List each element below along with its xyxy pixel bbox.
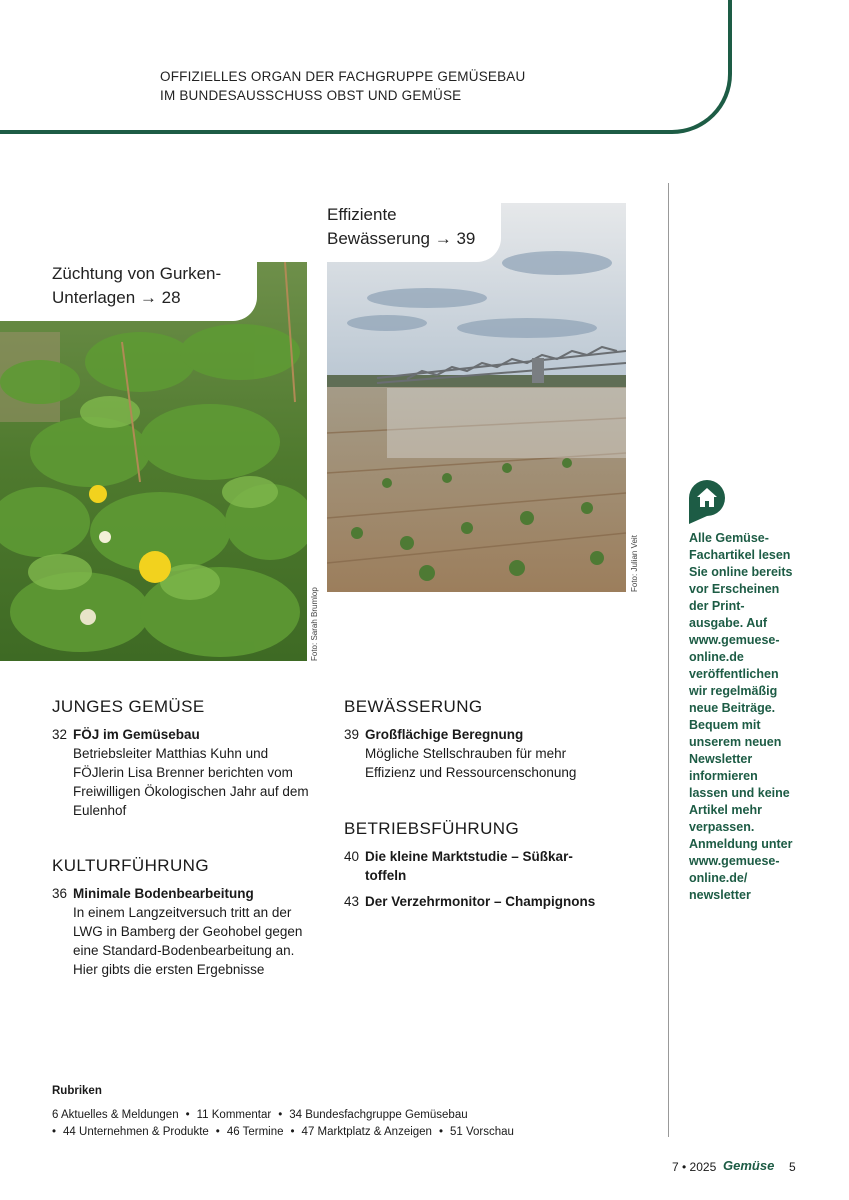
toc-entry-36[interactable]	[52, 884, 322, 979]
rubrik-item[interactable]: 11 Kommentar	[196, 1109, 272, 1121]
section-title-bewaesserung: BEWÄSSERUNG	[344, 697, 483, 716]
section-title-kulturfuehrung: KULTURFÜHRUNG	[52, 856, 209, 875]
rubrik-item[interactable]: 46 Termine	[226, 1126, 284, 1138]
bullet: •	[278, 1109, 283, 1121]
bullet: •	[52, 1126, 57, 1138]
promo-line: lassen und keine	[689, 786, 790, 800]
promo-line: ausgabe. Auf	[689, 616, 768, 630]
promo-line: Newsletter	[689, 752, 753, 766]
promo-line: Fachartikel lesen	[689, 548, 791, 562]
photo-cucumber-plants	[0, 262, 307, 661]
page-number: 32	[52, 727, 68, 742]
entry-headline: FÖJ im Gemüsebau	[73, 727, 200, 742]
entry-description	[365, 744, 576, 782]
description-line: Eulenhof	[73, 803, 127, 818]
caption-line: Bewässerung → 39	[327, 229, 476, 248]
description-line: Effizienz und Ressourcenschonung	[365, 765, 577, 780]
entry-description	[73, 744, 309, 820]
bullet: •	[185, 1109, 190, 1121]
caption-line: Züchtung von Gurken-	[52, 264, 222, 283]
toc-entry-39[interactable]	[344, 725, 644, 783]
promo-line: Sie online bereits	[689, 565, 793, 579]
promo-line: der Print-	[689, 599, 745, 613]
headline-line: Der Verzehrmonitor – Champignons	[365, 894, 596, 909]
rubriken-title: Rubriken	[52, 1085, 102, 1097]
promo-line: veröffentlichen	[689, 667, 779, 681]
rubriken-line-1	[52, 1109, 468, 1121]
bullet: •	[290, 1126, 295, 1138]
newsletter-link-line[interactable]: online.de/	[689, 871, 748, 885]
description-line: Mögliche Stellschrauben für mehr	[365, 746, 567, 761]
photo-caption-irrigation	[327, 203, 501, 262]
page-number: 43	[344, 894, 360, 909]
toc-entry-32[interactable]	[52, 725, 322, 820]
caption-line: Effiziente	[327, 205, 397, 224]
promo-link-line[interactable]: online.de	[689, 650, 744, 664]
entry-headline: Minimale Bodenbearbeitung	[73, 886, 254, 901]
promo-line: Alle Gemüse-	[689, 531, 769, 545]
photo-credit-cucumber: Foto: Sarah Brumlop	[310, 587, 319, 661]
page-number: 36	[52, 886, 68, 901]
rubrik-item[interactable]: 6 Aktuelles & Meldungen	[52, 1109, 179, 1121]
promo-line: Bequem mit	[689, 718, 761, 732]
toc-entry-43[interactable]	[344, 892, 644, 911]
newsletter-promo	[689, 530, 814, 904]
section-title-betriebsfuehrung: BETRIEBSFÜHRUNG	[344, 819, 520, 838]
rubrik-item[interactable]: 44 Unternehmen & Produkte	[63, 1126, 209, 1138]
photo-caption-cucumber	[0, 262, 257, 321]
entry-headline	[365, 847, 573, 885]
rubriken-line-2	[52, 1126, 514, 1138]
description-line: FÖJlerin Lisa Brenner berichten vom	[73, 765, 293, 780]
promo-line: vor Erscheinen	[689, 582, 780, 596]
toc-entry-40[interactable]	[344, 847, 644, 885]
brand-logo: Gemüse	[723, 1158, 775, 1173]
bullet: •	[438, 1126, 443, 1138]
promo-line: wir regelmäßig	[689, 684, 778, 698]
rubrik-item[interactable]: 34 Bundesfachgruppe Gemüsebau	[289, 1109, 468, 1121]
promo-line: unserem neuen	[689, 735, 782, 749]
newsletter-link-line[interactable]: www.gemuese-	[689, 854, 780, 868]
promo-line: Anmeldung unter	[689, 837, 793, 851]
issue-number: 7 • 2025	[672, 1160, 717, 1174]
description-line: Freiwilligen Ökologischen Jahr auf dem	[73, 784, 309, 799]
photo-credit-irrigation: Foto: Julian Veit	[630, 535, 639, 592]
promo-line: Artikel mehr	[689, 803, 762, 817]
description-line: eine Standard-Bodenbearbeitung an.	[73, 943, 295, 958]
header-line-2: IM BUNDESAUSSCHUSS OBST UND GEMÜSE	[160, 88, 462, 103]
column-divider	[668, 183, 669, 1137]
newsletter-link-line[interactable]: newsletter	[689, 888, 751, 902]
page-number: 39	[344, 727, 360, 742]
rubrik-item[interactable]: 51 Vorschau	[450, 1126, 514, 1138]
description-line: LWG in Bamberg der Geohobel gegen	[73, 924, 303, 939]
entry-description	[73, 903, 302, 979]
description-line: In einem Langzeitversuch tritt an der	[73, 905, 292, 920]
promo-link-line[interactable]: www.gemuese-	[689, 633, 780, 647]
promo-line: neue Beiträge.	[689, 701, 776, 715]
section-title-junges-gemuese: JUNGES GEMÜSE	[52, 697, 205, 716]
description-line: Betriebsleiter Matthias Kuhn und	[73, 746, 269, 761]
header-frame	[0, 0, 732, 134]
rubrik-item[interactable]: 47 Marktplatz & Anzeigen	[301, 1126, 432, 1138]
bullet: •	[215, 1126, 220, 1138]
page-number: 40	[344, 849, 360, 864]
header-line-1: OFFIZIELLES ORGAN DER FACHGRUPPE GEMÜSEBAU	[160, 69, 526, 84]
headline-line: Die kleine Marktstudie – Süßkar-	[365, 849, 573, 864]
promo-line: informieren	[689, 769, 758, 783]
entry-headline	[365, 892, 595, 911]
caption-line: Unterlagen → 28	[52, 288, 181, 307]
headline-line: toffeln	[365, 868, 407, 883]
page-number-footer: 5	[789, 1160, 796, 1174]
home-icon[interactable]	[689, 480, 725, 524]
promo-line: verpassen.	[689, 820, 755, 834]
entry-headline: Großflächige Beregnung	[365, 727, 524, 742]
description-line: Hier gibts die ersten Ergebnisse	[73, 962, 265, 977]
